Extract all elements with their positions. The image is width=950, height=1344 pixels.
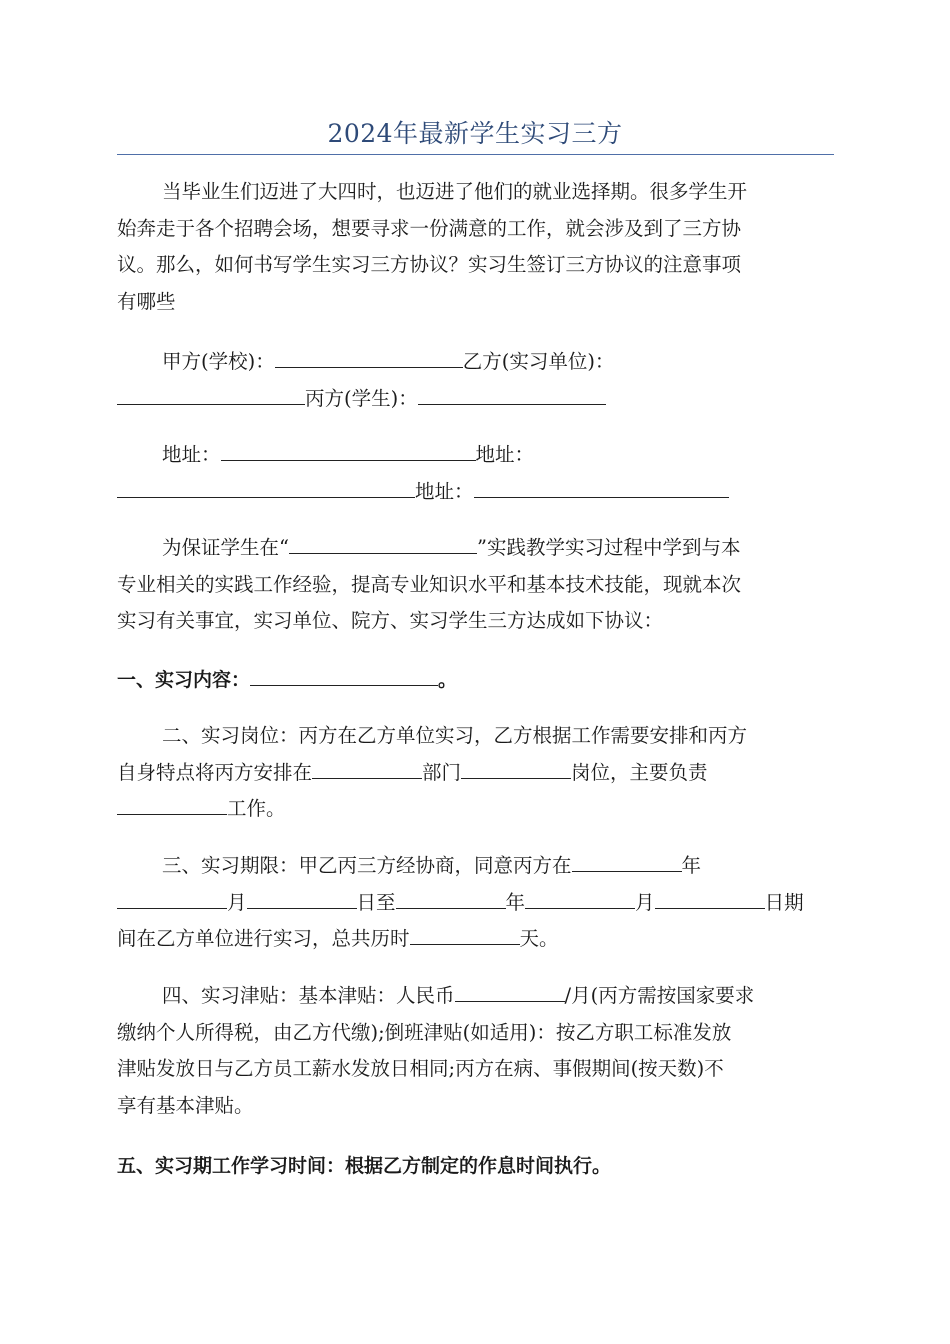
party-b-blank	[117, 382, 305, 405]
party-a-label: 甲方(学校)：	[162, 350, 275, 373]
party-c-blank	[418, 382, 606, 405]
document-title: 2024年最新学生实习三方	[327, 119, 623, 148]
section-1-line	[117, 662, 834, 699]
section-1-heading	[117, 662, 834, 699]
purpose-paragraph	[117, 530, 834, 640]
end-month-blank	[525, 886, 635, 909]
allowance-amount-blank	[455, 979, 565, 1002]
section-5-heading	[117, 1148, 834, 1185]
address-line-1	[117, 437, 834, 474]
start-month-blank	[117, 886, 227, 909]
section-5-line: 五、实习期工作学习时间：根据乙方制定的作息时间执行。	[117, 1155, 612, 1177]
section-4-text-a: 四、实习津贴：基本津贴：人民币	[162, 984, 455, 1007]
start-month-label: 月	[227, 890, 247, 914]
section-3-text-b: 间在乙方单位进行实习，总共历时	[117, 927, 410, 950]
section-3-line-3	[117, 921, 834, 958]
purpose-line-2: 专业相关的实践工作经验，提高专业知识水平和基本技术技能，现就本次	[117, 572, 742, 596]
intro-line-2: 始奔走于各个招聘会场，想要寻求一份满意的工作，就会涉及到了三方协	[117, 216, 742, 240]
title-underline	[117, 154, 834, 155]
purpose-line-3: 实习有关事宜，实习单位、院方、实习学生三方达成如下协议：	[117, 609, 664, 632]
purpose-line-1	[117, 530, 834, 567]
section-3-text-a: 三、实习期限：甲乙丙三方经协商，同意丙方在	[162, 854, 572, 877]
section-2-paragraph	[117, 718, 834, 828]
section-4-line-2: 缴纳个人所得税，由乙方代缴);倒班津贴(如适用)：按乙方职工标准发放	[117, 1020, 732, 1044]
practice-name-blank	[289, 531, 477, 554]
purpose-text-pre: 为保证学生在“	[162, 536, 289, 559]
start-year-blank	[572, 849, 682, 872]
end-day-label: 日期	[764, 890, 804, 914]
address-label-1: 地址：	[162, 443, 221, 466]
address-blank-2	[117, 475, 415, 498]
end-day-blank	[655, 886, 765, 909]
intro-line-3: 议。那么，如何书写学生实习三方协议？实习生签订三方协议的注意事项	[117, 253, 742, 276]
section-2-text-a: 自身特点将丙方安排在	[117, 760, 313, 784]
section-2-line-3	[117, 791, 834, 828]
intro-line-1: 当毕业生们迈进了大四时，也迈进了他们的就业选择期。很多学生开	[162, 180, 748, 203]
address-paragraph	[117, 437, 834, 510]
section-3-line-2	[117, 885, 834, 922]
section-4-line-4: 享有基本津贴。	[117, 1093, 254, 1117]
section-3-paragraph	[117, 848, 834, 958]
section-4-text-b: /月(丙方需按国家要求	[564, 984, 755, 1007]
address-blank-3	[474, 475, 729, 498]
section-2-line-2	[117, 755, 834, 792]
section-2-text-b: 部门	[422, 760, 462, 784]
total-days-blank	[410, 922, 520, 945]
section-1-label: 一、实习内容：	[117, 669, 251, 691]
intro-line-4: 有哪些	[117, 289, 176, 313]
address-blank-1	[221, 438, 476, 461]
address-label-2: 地址：	[475, 443, 535, 466]
section-3-line-1	[117, 848, 834, 885]
address-label-3: 地址：	[415, 479, 474, 503]
parties-paragraph	[117, 344, 834, 417]
department-blank	[312, 756, 422, 779]
internship-content-blank	[250, 663, 438, 686]
intro-paragraph	[117, 174, 834, 320]
parties-line-1	[117, 344, 834, 381]
section-2-line-1: 二、实习岗位：丙方在乙方单位实习，乙方根据工作需要安排和丙方	[162, 724, 748, 747]
section-2-text-c: 岗位，主要负责	[571, 760, 708, 784]
section-4-line-1	[117, 978, 834, 1015]
party-c-label: 丙方(学生)：	[305, 386, 418, 410]
section-3-text-c: 天。	[519, 927, 559, 950]
start-day-blank	[247, 886, 357, 909]
party-b-label: 乙方(实习单位)：	[462, 350, 615, 373]
parties-line-2	[117, 381, 834, 418]
section-2-text-d: 工作。	[227, 797, 286, 820]
end-month-label: 月	[635, 890, 655, 914]
purpose-text-post: ”实践教学实习过程中学到与本	[476, 536, 741, 559]
end-year-blank	[396, 886, 506, 909]
section-4-paragraph	[117, 978, 834, 1124]
start-day-label: 日至	[356, 890, 396, 914]
address-line-2	[117, 474, 834, 511]
section-1-end: 。	[438, 669, 458, 691]
duty-blank	[117, 792, 227, 815]
party-a-blank	[275, 345, 463, 368]
section-4-line-3: 津贴发放日与乙方员工薪水发放日相同;丙方在病、事假期间(按天数)不	[117, 1057, 724, 1080]
position-blank	[461, 756, 571, 779]
end-year-label: 年	[505, 890, 526, 914]
start-year-label: 年	[681, 854, 702, 877]
